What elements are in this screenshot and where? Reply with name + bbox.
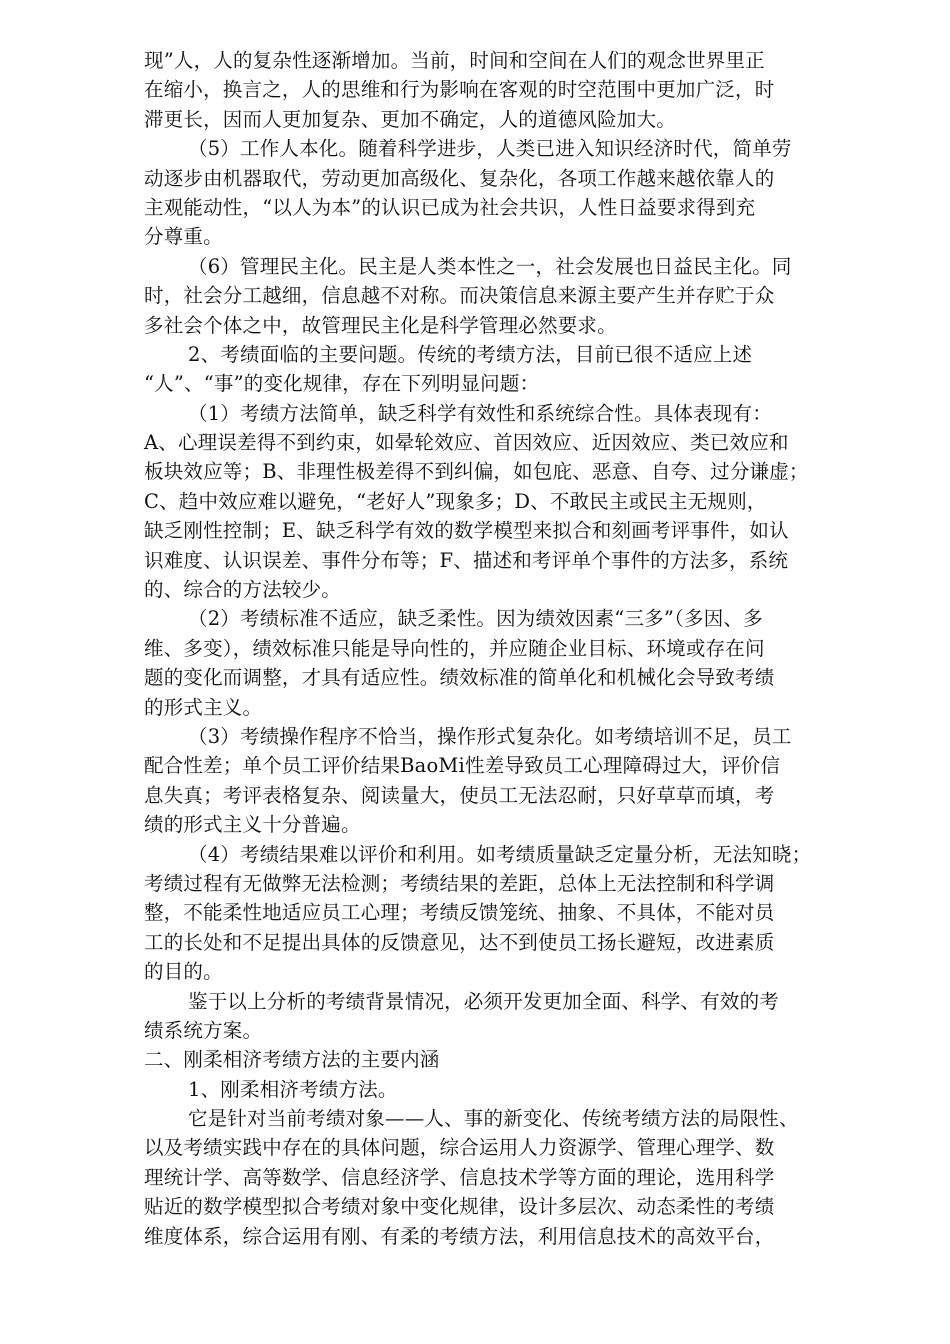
text-line: 以及考绩实践中存在的具体问题，综合运用人力资源学、管理心理学、数 bbox=[144, 1136, 775, 1160]
text-line: （1）考绩方法简单，缺乏科学有效性和系统综合性。具体表现有： bbox=[188, 401, 772, 425]
text-line: 2、考绩面临的主要问题。传统的考绩方法，目前已很不适应上述 bbox=[188, 342, 753, 366]
text-line: 板块效应等；B、非理性极差得不到纠偏，如包庇、恶意、自夸、过分谦虚； bbox=[144, 460, 809, 484]
text-line: 现”人，人的复杂性逐渐增加。当前，时间和空间在人们的观念世界里正 bbox=[144, 49, 765, 72]
text-line: 时，社会分工越细，信息越不对称。而决策信息来源主要产生并存贮于众 bbox=[144, 284, 775, 308]
text-line: 配合性差；单个员工评价结果BaoMi性差导致员工心理障碍过大，评价信 bbox=[144, 754, 781, 778]
text-line: （6）管理民主化。民主是人类本性之一，社会发展也日益民主化。同 bbox=[188, 254, 792, 278]
text-line: 滞更长，因而人更加复杂、更加不确定，人的道德风险加大。 bbox=[144, 107, 676, 131]
text-line: 缺乏刚性控制；E、缺乏科学有效的数学模型来拟合和刻画考评事件，如认 bbox=[144, 519, 789, 543]
text-line: 绩的形式主义十分普遍。 bbox=[144, 813, 361, 837]
text-line: 识难度、认识误差、事件分布等；F、描述和考评单个事件的方法多，系统 bbox=[144, 548, 789, 572]
text-line: 鉴于以上分析的考绩背景情况，必须开发更加全面、科学、有效的考 bbox=[188, 989, 780, 1013]
text-line: 动逐步由机器取代，劳动更加高级化、复杂化，各项工作越来越依靠人的 bbox=[144, 166, 775, 190]
text-line: 维、多变），绩效标准只能是导向性的，并应随企业目标、环境或存在问 bbox=[144, 636, 765, 660]
text-line: 维度体系，综合运用有刚、有柔的考绩方法，利用信息技术的高效平台， bbox=[144, 1224, 775, 1248]
text-line: （2）考绩标准不适应，缺乏柔性。因为绩效因素“三多”（多因、多 bbox=[188, 607, 763, 631]
text-line: 理统计学、高等数学、信息经济学、信息技术学等方面的理论，选用科学 bbox=[144, 1165, 775, 1189]
text-line: 题的变化而调整，才具有适应性。绩效标准的简单化和机械化会导致考绩 bbox=[144, 666, 775, 690]
text-line: 的目的。 bbox=[144, 960, 223, 984]
text-line: A、心理误差得不到约束，如晕轮效应、首因效应、近因效应、类已效应和 bbox=[144, 431, 789, 455]
text-line: “人”、“事”的变化规律，存在下列明显问题： bbox=[144, 372, 540, 396]
text-line: 的、综合的方法较少。 bbox=[144, 578, 342, 602]
text-line: 考绩过程有无做弊无法检测；考绩结果的差距，总体上无法控制和科学调 bbox=[144, 871, 775, 895]
document-page bbox=[144, 46, 884, 1251]
text-line: 1、刚柔相济考绩方法。 bbox=[188, 1077, 398, 1101]
text-line: 主观能动性，“以人为本”的认识已成为社会共识，人性日益要求得到充 bbox=[144, 195, 756, 219]
text-line: C、趋中效应难以避免，“老好人”现象多；D、不敢民主或民主无规则， bbox=[144, 489, 767, 513]
text-line: 工的长处和不足提出具体的反馈意见，达不到使员工扬长避短，改进素质 bbox=[144, 930, 775, 954]
text-line: 的形式主义。 bbox=[144, 695, 263, 719]
text-line: 息失真；考评表格复杂、阅读量大，使员工无法忍耐，只好草草而填，考 bbox=[144, 783, 775, 807]
text-line: （3）考绩操作程序不恰当，操作形式复杂化。如考绩培训不足，员工 bbox=[188, 724, 792, 748]
text-line: 绩系统方案。 bbox=[144, 1018, 263, 1042]
text-line: 贴近的数学模型拟合考绩对象中变化规律，设计多层次、动态柔性的考绩 bbox=[144, 1195, 775, 1219]
text-line: （5）工作人本化。随着科学进步，人类已进入知识经济时代，简单劳 bbox=[188, 137, 792, 161]
text-line: 它是针对当前考绩对象——人、事的新变化、传统考绩方法的局限性、 bbox=[188, 1107, 799, 1131]
text-line: 二、刚柔相济考绩方法的主要内涵 bbox=[144, 1048, 440, 1072]
text-line: （4）考绩结果难以评价和利用。如考绩质量缺乏定量分析，无法知晓； bbox=[188, 842, 812, 866]
text-line: 整，不能柔性地适应员工心理；考绩反馈笼统、抽象、不具体，不能对员 bbox=[144, 901, 775, 925]
text-line: 多社会个体之中，故管理民主化是科学管理必然要求。 bbox=[144, 313, 617, 337]
text-line: 在缩小，换言之，人的思维和行为影响在客观的时空范围中更加广泛，时 bbox=[144, 78, 775, 102]
text-line: 分尊重。 bbox=[144, 225, 223, 249]
